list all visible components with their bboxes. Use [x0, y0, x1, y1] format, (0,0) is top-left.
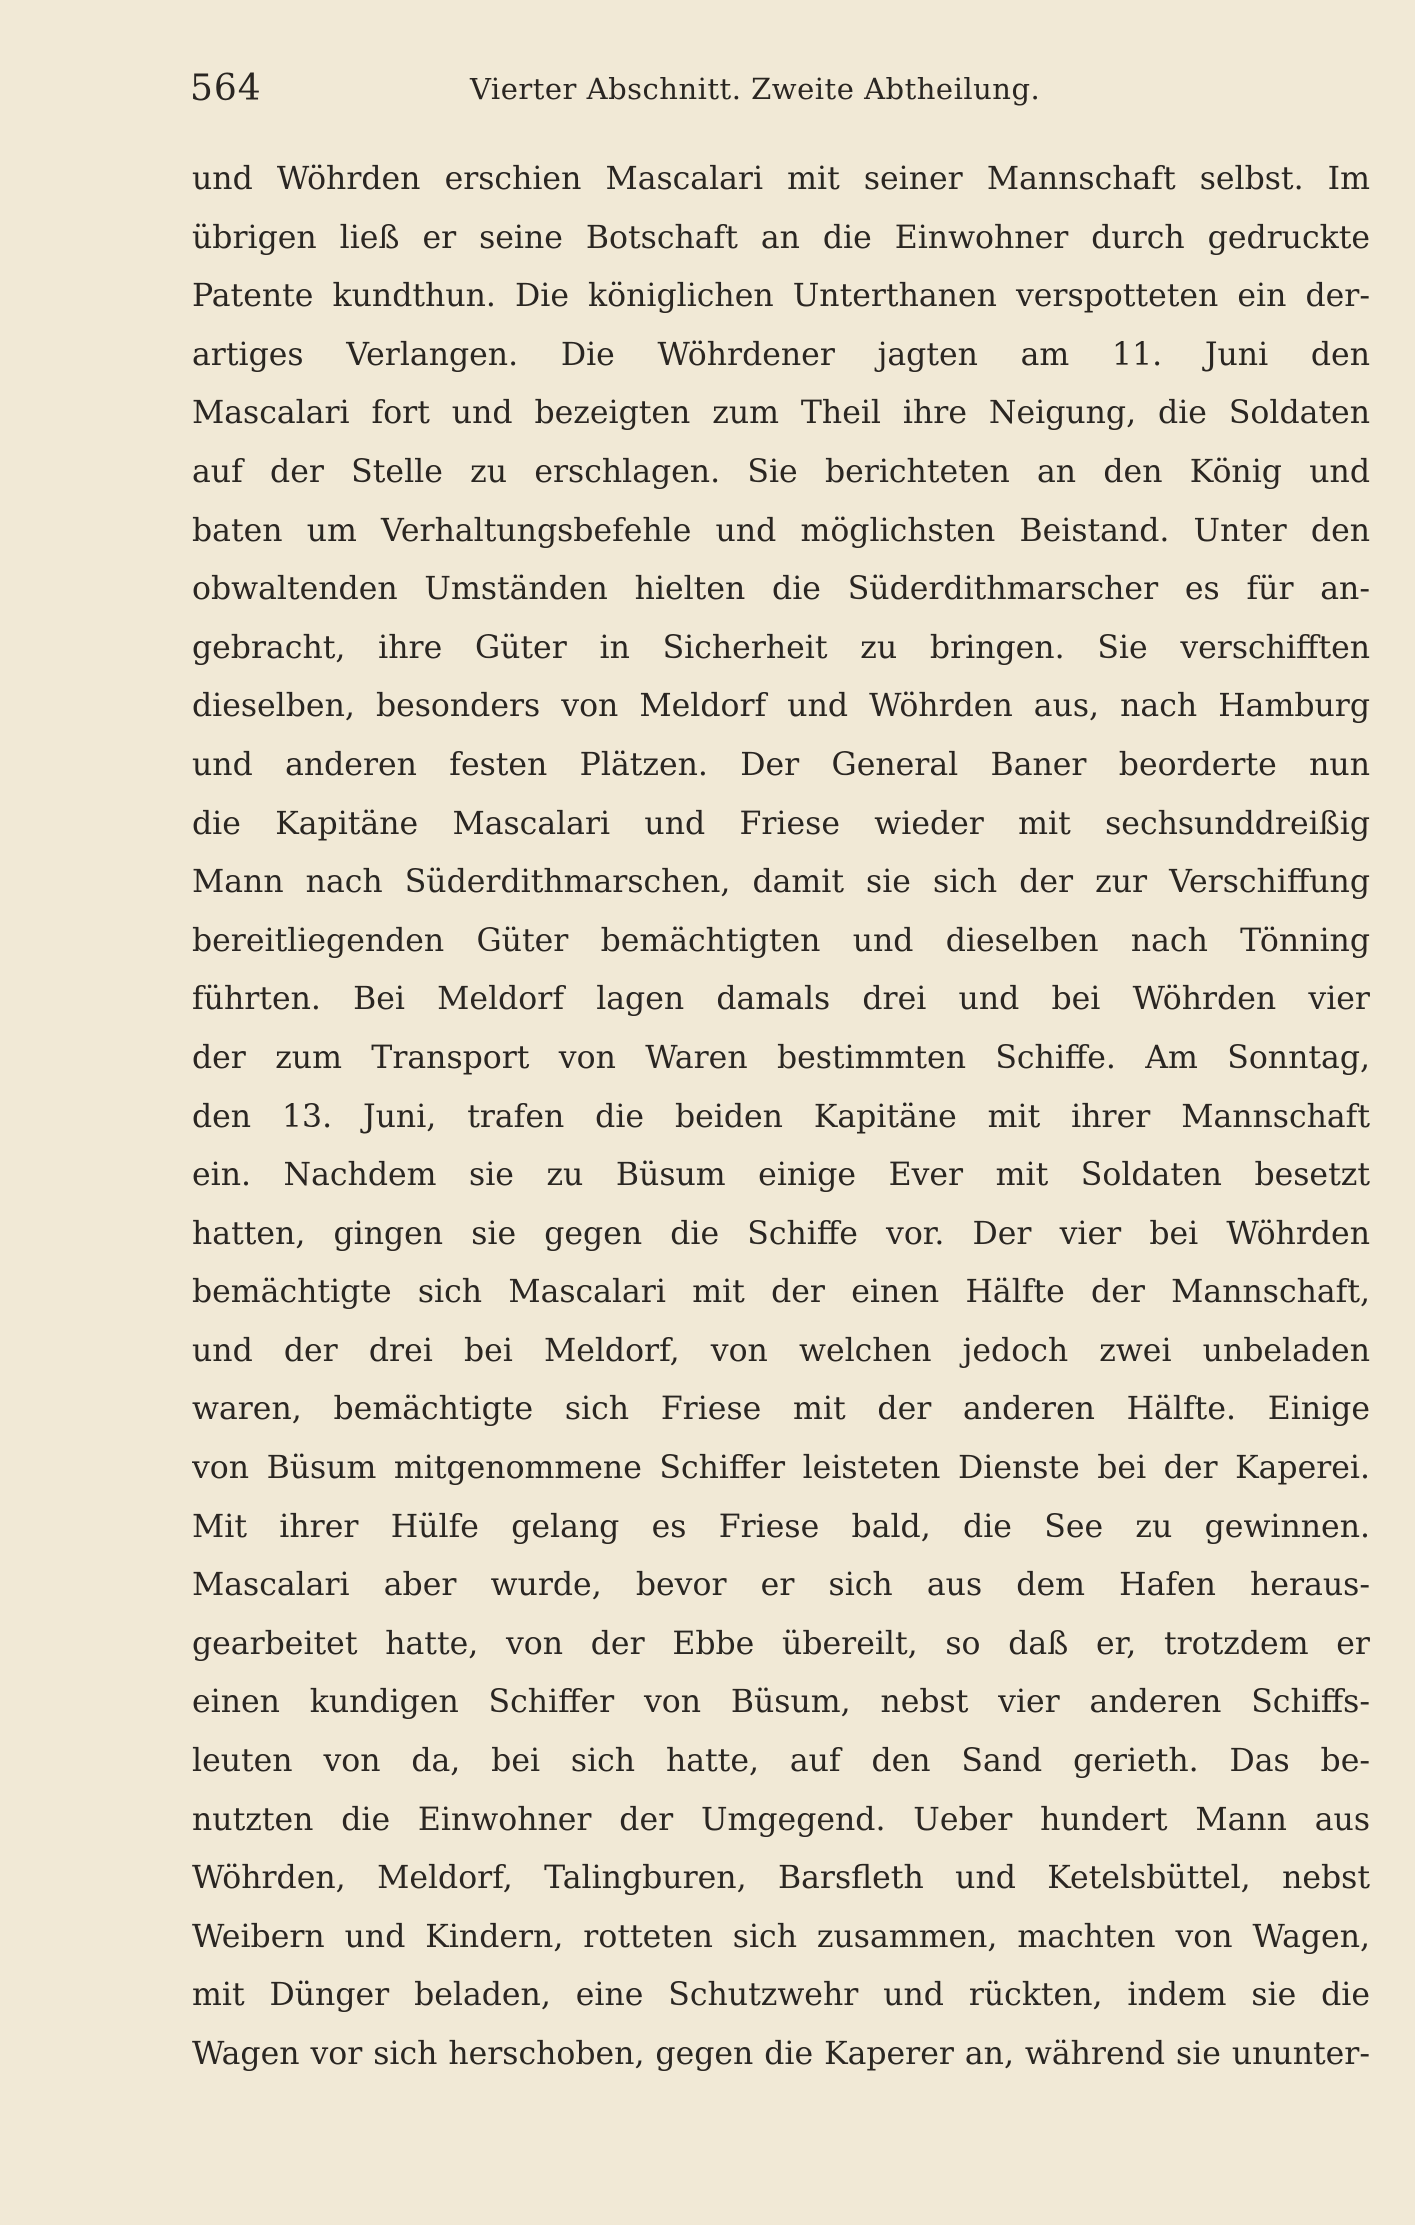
text-line: gebracht, ihre Güter in Sicherheit zu bringen. Sie verschifften	[192, 629, 1370, 666]
body-text	[192, 150, 1370, 2084]
text-line: Patente kundthun. Die königlichen Unterthanen verspotteten ein der-	[192, 278, 1370, 315]
running-title: Vierter Abschnitt. Zweite Abtheilung.	[470, 72, 1041, 106]
text-line: artiges Verlangen. Die Wöhrdener jagten am 11. Juni den	[192, 336, 1370, 373]
text-line: und Wöhrden erschien Mascalari mit seiner Mannschaft selbst. Im	[192, 161, 1370, 197]
text-line: Mann nach Süderdithmarschen, damit sie sich der zur Verschiffung	[192, 864, 1370, 901]
page-number: 564	[190, 68, 262, 109]
text-line: und anderen festen Plätzen. Der General Baner beorderte nun	[192, 746, 1370, 783]
text-line: die Kapitäne Mascalari und Friese wieder mit sechsunddreißig	[192, 805, 1370, 842]
text-line: von Büsum mitgenommene Schiffer leisteten Dienste bei der Kaperei.	[192, 1450, 1370, 1487]
text-line: ein. Nachdem sie zu Büsum einige Ever mit Soldaten besetzt	[192, 1157, 1370, 1194]
page-header	[190, 68, 1340, 118]
text-line: übrigen ließ er seine Botschaft an die Einwohner durch gedruckte	[192, 219, 1370, 256]
text-line: der zum Transport von Waren bestimmten Schiffe. Am Sonntag,	[192, 1039, 1370, 1076]
text-line: Mascalari aber wurde, bevor er sich aus dem Hafen heraus-	[192, 1567, 1370, 1604]
text-line: Weibern und Kindern, rotteten sich zusammen, machten von Wagen,	[192, 1918, 1370, 1955]
text-line: bemächtigte sich Mascalari mit der einen Hälfte der Mannschaft,	[192, 1274, 1370, 1311]
text-line: Mit ihrer Hülfe gelang es Friese bald, die See zu gewinnen.	[192, 1508, 1370, 1545]
text-line: obwaltenden Umständen hielten die Süderdithmarscher es für an-	[192, 571, 1370, 608]
text-line: führten. Bei Meldorf lagen damals drei und bei Wöhrden vier	[192, 981, 1370, 1018]
text-line: auf der Stelle zu erschlagen. Sie berichteten an den König und	[192, 453, 1370, 490]
text-line: waren, bemächtigte sich Friese mit der anderen Hälfte. Einige	[192, 1391, 1370, 1428]
text-line: dieselben, besonders von Meldorf und Wöhrden aus, nach Hamburg	[192, 688, 1370, 725]
text-line: hatten, gingen sie gegen die Schiffe vor. Der vier bei Wöhrden	[192, 1215, 1370, 1252]
text-line: leuten von da, bei sich hatte, auf den Sand gerieth. Das be-	[192, 1743, 1370, 1780]
text-line: gearbeitet hatte, von der Ebbe übereilt, so daß er, trotzdem er	[192, 1625, 1370, 1662]
text-line: Mascalari fort und bezeigten zum Theil ihre Neigung, die Soldaten	[192, 395, 1370, 432]
text-line: bereitliegenden Güter bemächtigten und dieselben nach Tönning	[192, 922, 1370, 959]
text-line: baten um Verhaltungsbefehle und möglichsten Beistand. Unter den	[192, 512, 1370, 549]
text-line: Wöhrden, Meldorf, Talingburen, Barsfleth und Ketelsbüttel, nebst	[192, 1860, 1370, 1897]
text-line: und der drei bei Meldorf, von welchen jedoch zwei unbeladen	[192, 1332, 1370, 1369]
text-line: nutzten die Einwohner der Umgegend. Ueber hundert Mann aus	[192, 1801, 1370, 1838]
text-line: einen kundigen Schiffer von Büsum, nebst vier anderen Schiffs-	[192, 1684, 1370, 1721]
text-line: Wagen vor sich herschoben, gegen die Kaperer an, während sie ununter-	[192, 2036, 1370, 2072]
text-line: den 13. Juni, trafen die beiden Kapitäne mit ihrer Mannschaft	[192, 1098, 1370, 1135]
text-line: mit Dünger beladen, eine Schutzwehr und rückten, indem sie die	[192, 1977, 1370, 2014]
